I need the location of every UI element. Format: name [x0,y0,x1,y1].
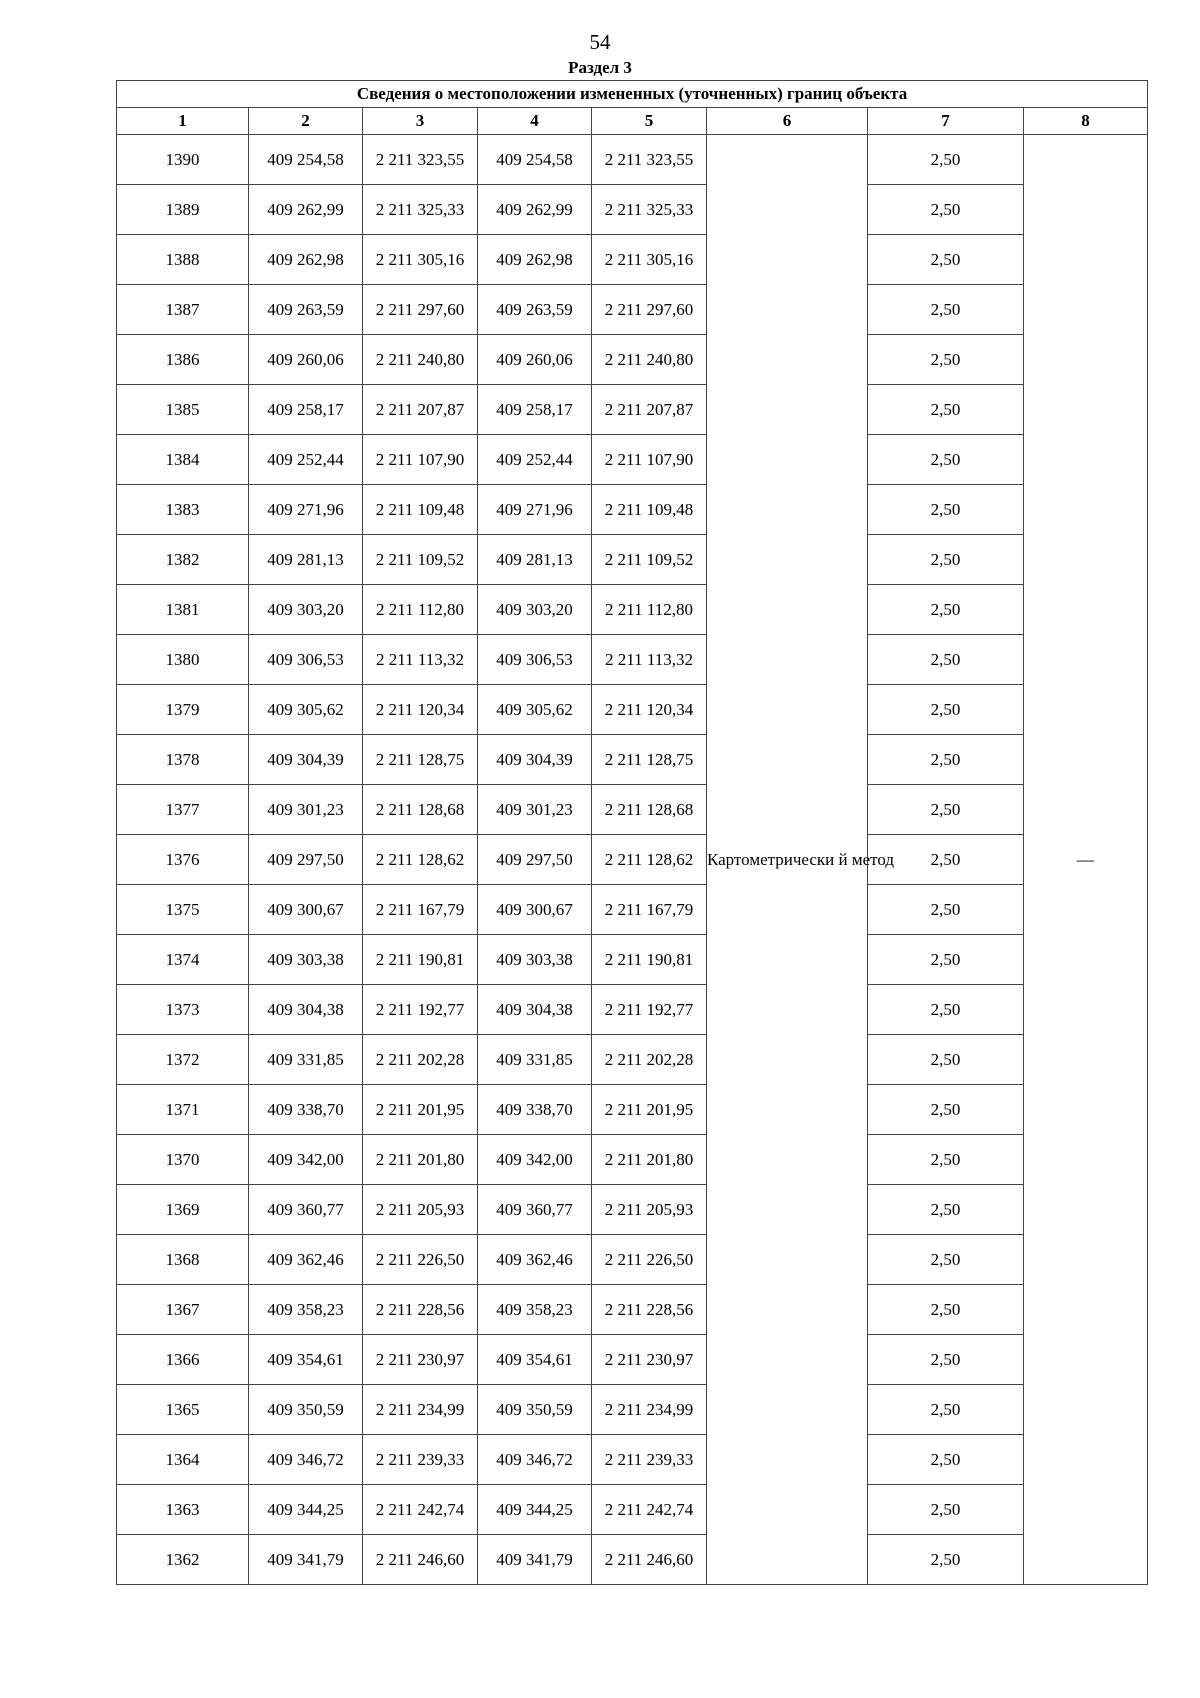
y-new-cell: 2 211 239,33 [592,1435,707,1485]
y-new-cell: 2 211 230,97 [592,1335,707,1385]
y-new-cell: 2 211 242,74 [592,1485,707,1535]
table-caption: Сведения о местоположении измененных (уточненных) границ объекта [117,81,1148,108]
x-new-cell: 409 263,59 [478,285,592,335]
y-new-cell: 2 211 128,68 [592,785,707,835]
table-row [117,935,1148,985]
x-new-cell: 409 303,20 [478,585,592,635]
y-new-cell: 2 211 246,60 [592,1535,707,1585]
point-number-cell: 1381 [117,585,249,635]
precision-cell: 2,50 [868,1135,1024,1185]
table-row [117,1235,1148,1285]
table-row [117,1335,1148,1385]
precision-cell: 2,50 [868,335,1024,385]
column-number-row [117,108,1148,135]
boundary-coordinates-table [116,80,1148,1585]
x-new-cell: 409 262,98 [478,235,592,285]
table-row [117,1485,1148,1535]
point-number-cell: 1384 [117,435,249,485]
x-new-cell: 409 281,13 [478,535,592,585]
y-old-cell: 2 211 240,80 [363,335,478,385]
precision-cell: 2,50 [868,1535,1024,1585]
x-new-cell: 409 346,72 [478,1435,592,1485]
x-new-cell: 409 300,67 [478,885,592,935]
x-new-cell: 409 362,46 [478,1235,592,1285]
y-new-cell: 2 211 113,32 [592,635,707,685]
page-number: 54 [589,30,611,54]
x-new-cell: 409 304,38 [478,985,592,1035]
x-old-cell: 409 354,61 [249,1335,363,1385]
column-number-6: 6 [707,108,868,135]
point-number-cell: 1363 [117,1485,249,1535]
precision-cell: 2,50 [868,1235,1024,1285]
x-new-cell: 409 252,44 [478,435,592,485]
y-new-cell: 2 211 226,50 [592,1235,707,1285]
x-new-cell: 409 350,59 [478,1385,592,1435]
y-old-cell: 2 211 246,60 [363,1535,478,1585]
y-new-cell: 2 211 234,99 [592,1385,707,1435]
table-row [117,185,1148,235]
table-row [117,885,1148,935]
precision-cell: 2,50 [868,1285,1024,1335]
y-old-cell: 2 211 239,33 [363,1435,478,1485]
point-number-cell: 1390 [117,135,249,185]
precision-cell: 2,50 [868,885,1024,935]
precision-cell: 2,50 [868,435,1024,485]
x-new-cell: 409 271,96 [478,485,592,535]
y-old-cell: 2 211 234,99 [363,1385,478,1435]
precision-cell: 2,50 [868,1435,1024,1485]
y-old-cell: 2 211 128,75 [363,735,478,785]
y-new-cell: 2 211 107,90 [592,435,707,485]
y-old-cell: 2 211 242,74 [363,1485,478,1535]
y-new-cell: 2 211 192,77 [592,985,707,1035]
y-old-cell: 2 211 228,56 [363,1285,478,1335]
precision-cell: 2,50 [868,935,1024,985]
precision-cell: 2,50 [868,585,1024,635]
point-number-cell: 1369 [117,1185,249,1235]
precision-cell: 2,50 [868,1035,1024,1085]
x-new-cell: 409 305,62 [478,685,592,735]
precision-cell: 2,50 [868,235,1024,285]
table-row [117,985,1148,1035]
x-new-cell: 409 354,61 [478,1335,592,1385]
x-old-cell: 409 262,98 [249,235,363,285]
section-title: Раздел 3 [568,58,632,77]
x-old-cell: 409 297,50 [249,835,363,885]
point-number-cell: 1385 [117,385,249,435]
note-cell: — [1024,135,1148,1585]
precision-cell: 2,50 [868,535,1024,585]
y-old-cell: 2 211 202,28 [363,1035,478,1085]
precision-cell: 2,50 [868,685,1024,735]
table-row [117,835,1148,885]
precision-cell: 2,50 [868,985,1024,1035]
x-old-cell: 409 254,58 [249,135,363,185]
y-new-cell: 2 211 205,93 [592,1185,707,1235]
y-old-cell: 2 211 325,33 [363,185,478,235]
point-number-cell: 1379 [117,685,249,735]
point-number-cell: 1383 [117,485,249,535]
x-old-cell: 409 263,59 [249,285,363,335]
x-old-cell: 409 341,79 [249,1535,363,1585]
x-old-cell: 409 300,67 [249,885,363,935]
table-row [117,485,1148,535]
table-body [117,135,1148,1585]
x-old-cell: 409 258,17 [249,385,363,435]
point-number-cell: 1370 [117,1135,249,1185]
x-new-cell: 409 358,23 [478,1285,592,1335]
x-old-cell: 409 252,44 [249,435,363,485]
precision-cell: 2,50 [868,635,1024,685]
x-new-cell: 409 341,79 [478,1535,592,1585]
column-number-8: 8 [1024,108,1148,135]
y-old-cell: 2 211 190,81 [363,935,478,985]
x-new-cell: 409 303,38 [478,935,592,985]
y-old-cell: 2 211 112,80 [363,585,478,635]
x-old-cell: 409 338,70 [249,1085,363,1135]
x-old-cell: 409 305,62 [249,685,363,735]
precision-cell: 2,50 [868,285,1024,335]
precision-cell: 2,50 [868,1335,1024,1385]
y-new-cell: 2 211 305,16 [592,235,707,285]
y-old-cell: 2 211 230,97 [363,1335,478,1385]
table-row [117,785,1148,835]
x-new-cell: 409 331,85 [478,1035,592,1085]
table-row [117,435,1148,485]
point-number-cell: 1371 [117,1085,249,1135]
x-old-cell: 409 346,72 [249,1435,363,1485]
table-row [117,1135,1148,1185]
precision-cell: 2,50 [868,185,1024,235]
x-old-cell: 409 271,96 [249,485,363,535]
x-new-cell: 409 260,06 [478,335,592,385]
table-row [117,1435,1148,1485]
y-old-cell: 2 211 207,87 [363,385,478,435]
y-old-cell: 2 211 201,80 [363,1135,478,1185]
x-new-cell: 409 262,99 [478,185,592,235]
x-new-cell: 409 258,17 [478,385,592,435]
point-number-cell: 1373 [117,985,249,1035]
x-new-cell: 409 344,25 [478,1485,592,1535]
y-old-cell: 2 211 120,34 [363,685,478,735]
y-old-cell: 2 211 205,93 [363,1185,478,1235]
table-row [117,1185,1148,1235]
x-old-cell: 409 301,23 [249,785,363,835]
point-number-cell: 1372 [117,1035,249,1085]
point-number-cell: 1388 [117,235,249,285]
point-number-cell: 1365 [117,1385,249,1435]
y-new-cell: 2 211 201,80 [592,1135,707,1185]
y-old-cell: 2 211 167,79 [363,885,478,935]
precision-cell: 2,50 [868,1385,1024,1435]
table-row [117,1035,1148,1085]
point-number-cell: 1364 [117,1435,249,1485]
table-row [117,735,1148,785]
x-old-cell: 409 342,00 [249,1135,363,1185]
y-old-cell: 2 211 192,77 [363,985,478,1035]
table-row [117,135,1148,185]
x-new-cell: 409 304,39 [478,735,592,785]
y-new-cell: 2 211 228,56 [592,1285,707,1335]
point-number-cell: 1382 [117,535,249,585]
x-new-cell: 409 297,50 [478,835,592,885]
y-old-cell: 2 211 128,62 [363,835,478,885]
y-new-cell: 2 211 109,48 [592,485,707,535]
y-old-cell: 2 211 109,48 [363,485,478,535]
precision-cell: 2,50 [868,385,1024,435]
x-old-cell: 409 358,23 [249,1285,363,1335]
table-row [117,1085,1148,1135]
y-new-cell: 2 211 240,80 [592,335,707,385]
y-new-cell: 2 211 325,33 [592,185,707,235]
table-row [117,535,1148,585]
x-old-cell: 409 304,38 [249,985,363,1035]
precision-cell: 2,50 [868,835,1024,885]
y-old-cell: 2 211 107,90 [363,435,478,485]
point-number-cell: 1375 [117,885,249,935]
table-row [117,635,1148,685]
x-new-cell: 409 306,53 [478,635,592,685]
precision-cell: 2,50 [868,785,1024,835]
table-row [117,235,1148,285]
y-old-cell: 2 211 297,60 [363,285,478,335]
y-old-cell: 2 211 113,32 [363,635,478,685]
x-old-cell: 409 303,38 [249,935,363,985]
precision-cell: 2,50 [868,485,1024,535]
x-old-cell: 409 362,46 [249,1235,363,1285]
x-old-cell: 409 304,39 [249,735,363,785]
y-old-cell: 2 211 128,68 [363,785,478,835]
x-new-cell: 409 254,58 [478,135,592,185]
y-new-cell: 2 211 202,28 [592,1035,707,1085]
table-row [117,585,1148,635]
x-old-cell: 409 350,59 [249,1385,363,1435]
y-new-cell: 2 211 109,52 [592,535,707,585]
point-number-cell: 1380 [117,635,249,685]
table-row [117,685,1148,735]
point-number-cell: 1362 [117,1535,249,1585]
point-number-cell: 1374 [117,935,249,985]
point-number-cell: 1376 [117,835,249,885]
x-old-cell: 409 331,85 [249,1035,363,1085]
y-new-cell: 2 211 128,62 [592,835,707,885]
y-new-cell: 2 211 207,87 [592,385,707,435]
column-number-4: 4 [478,108,592,135]
precision-cell: 2,50 [868,1185,1024,1235]
y-new-cell: 2 211 128,75 [592,735,707,785]
column-number-7: 7 [868,108,1024,135]
y-new-cell: 2 211 190,81 [592,935,707,985]
x-old-cell: 409 360,77 [249,1185,363,1235]
table-row [117,335,1148,385]
x-old-cell: 409 281,13 [249,535,363,585]
y-old-cell: 2 211 305,16 [363,235,478,285]
precision-cell: 2,50 [868,1485,1024,1535]
column-number-3: 3 [363,108,478,135]
x-new-cell: 409 342,00 [478,1135,592,1185]
table-row [117,1285,1148,1335]
column-number-5: 5 [592,108,707,135]
point-number-cell: 1368 [117,1235,249,1285]
y-new-cell: 2 211 112,80 [592,585,707,635]
point-number-cell: 1378 [117,735,249,785]
point-number-cell: 1366 [117,1335,249,1385]
point-number-cell: 1389 [117,185,249,235]
precision-cell: 2,50 [868,735,1024,785]
y-new-cell: 2 211 297,60 [592,285,707,335]
table-row [117,285,1148,335]
precision-cell: 2,50 [868,1085,1024,1135]
y-old-cell: 2 211 226,50 [363,1235,478,1285]
y-new-cell: 2 211 323,55 [592,135,707,185]
y-old-cell: 2 211 201,95 [363,1085,478,1135]
point-number-cell: 1377 [117,785,249,835]
x-new-cell: 409 301,23 [478,785,592,835]
column-number-2: 2 [249,108,363,135]
precision-cell: 2,50 [868,135,1024,185]
point-number-cell: 1386 [117,335,249,385]
table-row [117,1535,1148,1585]
x-new-cell: 409 360,77 [478,1185,592,1235]
table-row [117,1385,1148,1435]
column-number-1: 1 [117,108,249,135]
x-old-cell: 409 344,25 [249,1485,363,1535]
y-old-cell: 2 211 109,52 [363,535,478,585]
y-old-cell: 2 211 323,55 [363,135,478,185]
x-old-cell: 409 306,53 [249,635,363,685]
point-number-cell: 1387 [117,285,249,335]
method-cell: Картометрически й метод [707,135,868,1585]
x-old-cell: 409 303,20 [249,585,363,635]
table-row [117,385,1148,435]
x-old-cell: 409 262,99 [249,185,363,235]
point-number-cell: 1367 [117,1285,249,1335]
y-new-cell: 2 211 167,79 [592,885,707,935]
y-new-cell: 2 211 201,95 [592,1085,707,1135]
y-new-cell: 2 211 120,34 [592,685,707,735]
x-new-cell: 409 338,70 [478,1085,592,1135]
x-old-cell: 409 260,06 [249,335,363,385]
